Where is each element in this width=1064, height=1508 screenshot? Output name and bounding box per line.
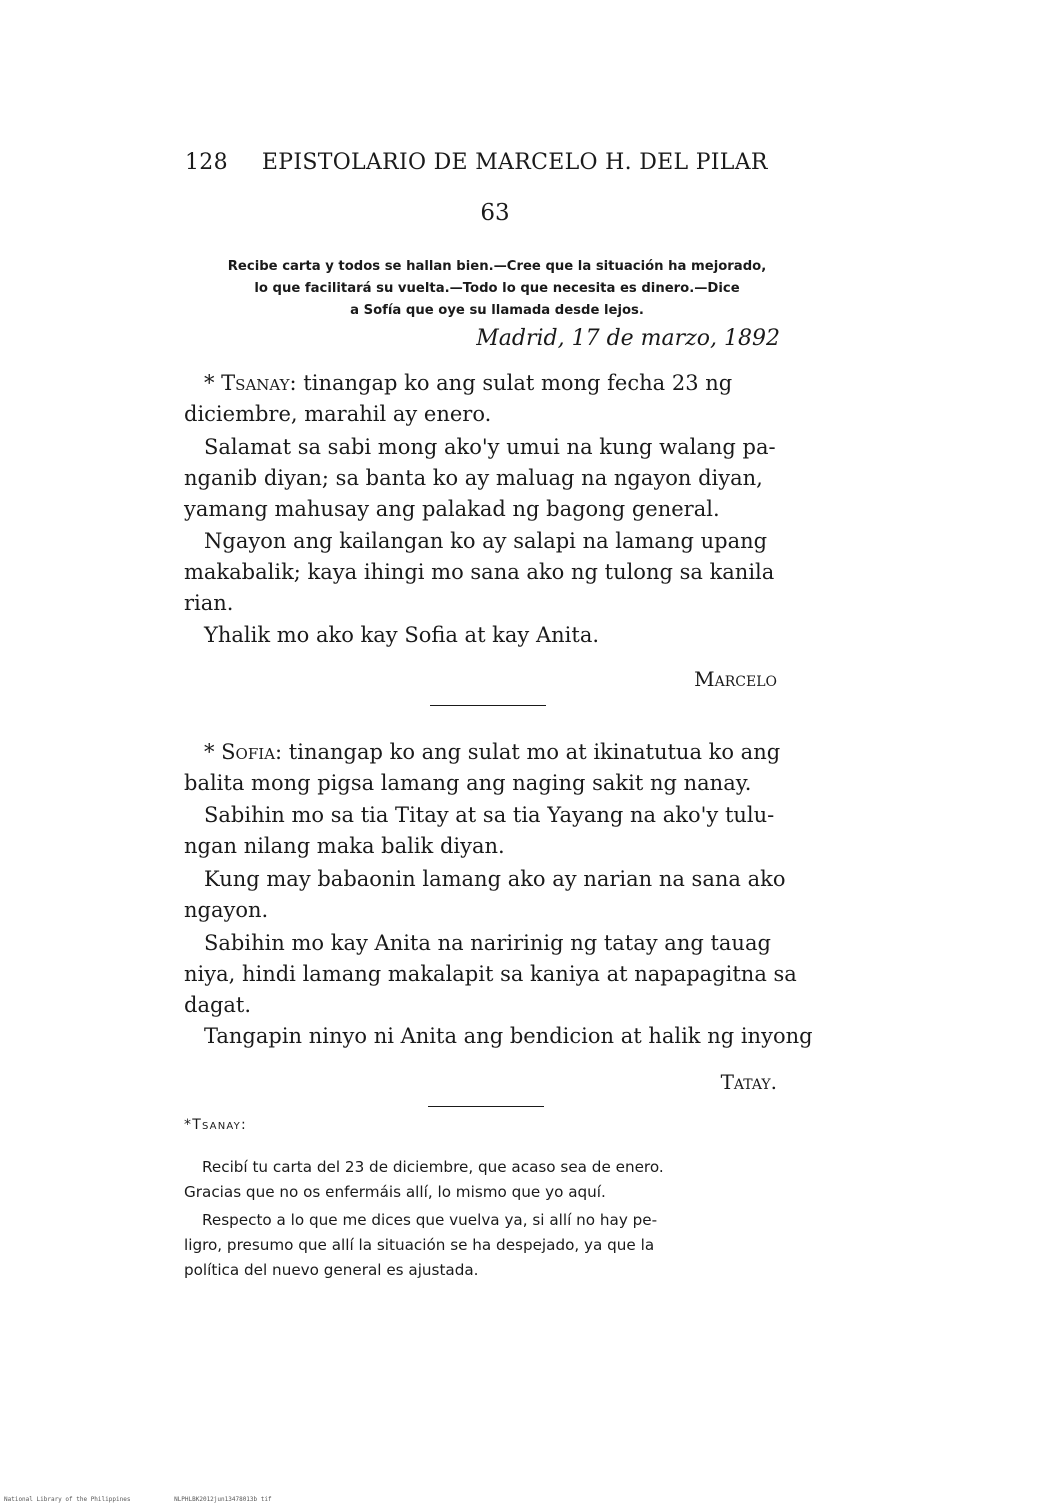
- text-line: Ngayon ang kailangan ko ay salapi na lamang upang: [204, 529, 768, 553]
- text-line: ligro, presumo que allí la situación se ha despejado, ya que la: [184, 1236, 655, 1254]
- text-line: Yhalik mo ako kay Sofia at kay Anita.: [204, 623, 600, 647]
- section-divider: [428, 1106, 544, 1107]
- text-line: makabalik; kaya ihingi mo sana ako ng tulong sa kanila: [184, 560, 775, 584]
- text-line: Tangapin ninyo ni Anita ang bendicion at halik ng inyong: [204, 1024, 813, 1048]
- letter2-paragraph-1: [184, 737, 802, 799]
- text-line: tinangap ko ang sulat mong fecha 23 ng: [296, 371, 733, 395]
- dateline: Madrid, 17 de marzo, 1892: [476, 326, 780, 351]
- text-line: Gracias que no os enfermáis allí, lo mismo que yo aquí.: [184, 1183, 606, 1201]
- scan-filename: NLPHLBK2012jun13478013b tif: [174, 1496, 272, 1503]
- signature-tatay: Tatay.: [720, 1070, 777, 1094]
- salutation-sofia: * Sofia:: [204, 740, 283, 764]
- text-line: Sabihin mo kay Anita na naririnig ng tatay ang tauag: [204, 931, 771, 955]
- text-line: Respecto a lo que me dices que vuelva ya, si allí no hay pe-: [202, 1211, 658, 1229]
- text-line: Salamat sa sabi mong ako'y umui na kung walang pa-: [204, 435, 776, 459]
- letter1-paragraph-2: [184, 432, 802, 525]
- letter2-paragraph-2: [184, 800, 802, 862]
- letter2-paragraph-5: [184, 1021, 813, 1052]
- translation-paragraph-2: [184, 1208, 804, 1283]
- text-line: Recibí tu carta del 23 de diciembre, que acaso sea de enero.: [202, 1158, 664, 1176]
- running-title: EPISTOLARIO DE MARCELO H. DEL PILAR: [261, 150, 768, 175]
- text-line: Kung may babaonin lamang ako ay narian na sana ako: [204, 867, 786, 891]
- summary-line: a Sofía que oye su llamada desde lejos.: [350, 303, 644, 318]
- summary-line: lo que facilitará su vuelta.—Todo lo que necesita es dinero.—Dice: [254, 281, 740, 296]
- text-line: balita mong pigsa lamang ang naging sakit ng nanay.: [184, 771, 752, 795]
- letter2-paragraph-4: [184, 928, 802, 1021]
- text-line: yamang mahusay ang palakad ng bagong general.: [184, 497, 720, 521]
- salutation-tsanay: * Tsanay:: [204, 371, 297, 395]
- letter-summary: [186, 256, 808, 322]
- page-number: 128: [185, 150, 228, 175]
- text-line: ngayon.: [184, 898, 269, 922]
- running-header: [185, 150, 768, 175]
- text-line: nganib diyan; sa banta ko ay maluag na ngayon diyan,: [184, 466, 763, 490]
- text-line: diciembre, marahil ay enero.: [184, 402, 492, 426]
- text-line: niya, hindi lamang makalapit sa kaniya at napapagitna sa: [184, 962, 797, 986]
- letter1-paragraph-4: [184, 620, 802, 651]
- text-line: rian.: [184, 591, 234, 615]
- text-line: tinangap ko ang sulat mo at ikinatutua ko ang: [282, 740, 781, 764]
- text-line: política del nuevo general es ajustada.: [184, 1261, 479, 1279]
- text-line: Sabihin mo sa tia Titay at sa tia Yayang na ako'y tulu-: [204, 803, 775, 827]
- letter1-paragraph-3: [184, 526, 802, 619]
- footnote-label: *Tsanay:: [184, 1117, 247, 1133]
- scan-footer: [4, 1496, 312, 1503]
- letter-number: 63: [480, 200, 510, 226]
- signature-marcelo: Marcelo: [694, 667, 777, 691]
- section-divider: [430, 705, 546, 706]
- letter1-paragraph-1: [184, 368, 802, 430]
- text-line: dagat.: [184, 993, 252, 1017]
- letter2-paragraph-3: [184, 864, 802, 926]
- library-credit: National Library of the Philippines: [4, 1496, 131, 1503]
- summary-line: Recibe carta y todos se hallan bien.—Cree que la situación ha mejorado,: [227, 259, 767, 274]
- translation-paragraph-1: [184, 1155, 804, 1205]
- text-line: ngan nilang maka balik diyan.: [184, 834, 505, 858]
